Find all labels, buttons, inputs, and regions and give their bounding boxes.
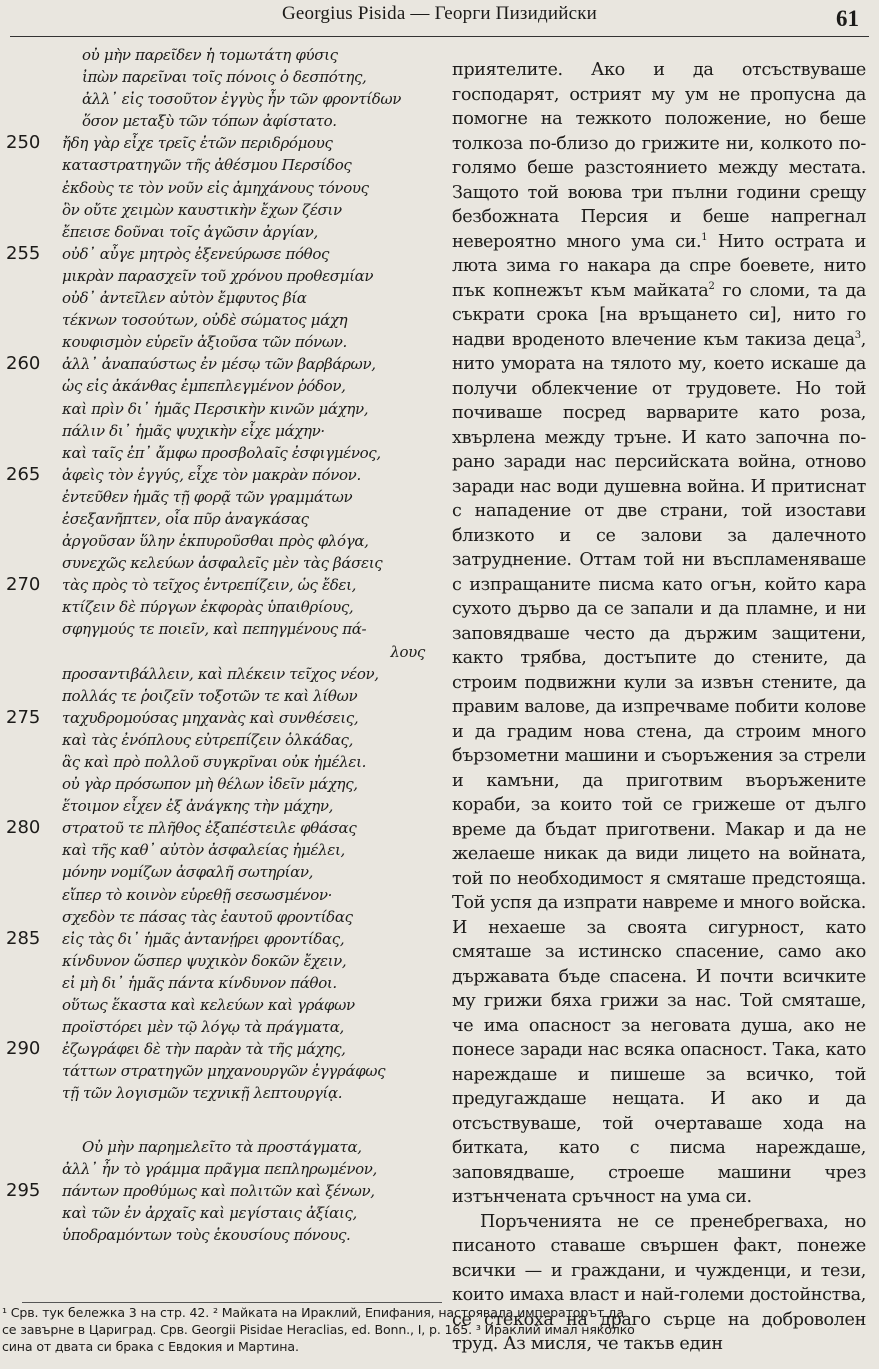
verse-text: ὑποδραμόντων τοὺς ἑκουσίους πόνους.	[62, 1225, 351, 1244]
verse-line	[0, 817, 445, 839]
footnote-marker[interactable]: 1	[701, 231, 708, 243]
verse-text: καὶ τῶν ἐν ἀρχαῖς καὶ μεγίσταις ἀξίαις,	[62, 1203, 357, 1222]
verse-text: κίνδυνον ὥσπερ ψυχικὸν δοκῶν ἔχειν,	[62, 951, 347, 970]
footnote-line: се завърне в Цариград. Срв. Georgii Pisidae Heraclias, ed. Bonn., I, p. 165. ³ Ираклий имал няколко	[2, 1321, 635, 1337]
verse-line	[0, 641, 445, 663]
verse-line	[0, 375, 445, 397]
verse-text: ἀργοῦσαν ὕλην ἐκπυροῦσθαι πρὸς φλόγα,	[62, 532, 369, 551]
verse-text: οὐ γὰρ πρόσωπον μὴ θέλων ἰδεῖν μάχης,	[62, 775, 358, 794]
verse-line	[0, 442, 445, 464]
verse-line	[0, 353, 445, 375]
verse-line	[0, 265, 445, 287]
verse-text: εἰς τὰς δι᾽ ἡμᾶς ἀντανῄρει φροντίδας,	[62, 929, 345, 948]
verse-line	[0, 221, 445, 243]
verse-line	[0, 574, 445, 596]
verse-text: καταστρατηγῶν τῆς ἀθέσμου Περσίδος	[62, 156, 352, 175]
line-number: 285	[6, 927, 41, 949]
line-number: 260	[6, 353, 41, 375]
verse-text: σφηγμούς τε ποιεῖν, καὶ πεπηγμένους πά-	[62, 620, 367, 639]
verse-text: καὶ τῆς καθ᾽ αὐτὸν ἀσφαλείας ἠμέλει,	[62, 841, 345, 860]
verse-line	[0, 1180, 445, 1202]
verse-line	[0, 1038, 445, 1060]
verse-line	[0, 795, 445, 817]
verse-line	[0, 839, 445, 861]
verse-line	[0, 1224, 445, 1246]
verse-line	[0, 1060, 445, 1082]
verse-text: ὃν οὔτε χειμὼν καυστικὴν ἔχων ζέσιν	[62, 200, 342, 219]
verse-text: κουφισμὸν εὑρεῖν ἀξιοῦσα τῶν πόνων.	[62, 333, 347, 352]
translation-paragraph: Поръченията не се пренебрегваха, но писаното ставаше свършен факт, понеже всички — и граждани, и чужденци, и тези, които имаха власт и най-големи достойнства, се стекоха на драго сърце на доброволен труд. Аз мисля, че такъв един	[452, 1211, 866, 1354]
verse-line	[0, 906, 445, 928]
verse-line	[0, 773, 445, 795]
footnote-line: ¹ Срв. тук бележка 3 на стр. 42. ² Майката на Ираклий, Епифания, настоявала императорът да	[2, 1305, 625, 1320]
verse-text: ὅσον μεταξὺ τῶν τόπων ἀφίστατο.	[82, 112, 337, 131]
verse-line	[0, 287, 445, 309]
verse-text: τῇ τῶν λογισμῶν τεχνικῇ λεπτουργίᾳ.	[62, 1084, 343, 1103]
verse-line	[0, 928, 445, 950]
verse-line	[0, 44, 445, 66]
verse-text: εἰ μὴ δι᾽ ἡμᾶς πάντα κίνδυνον πάθοι.	[62, 973, 337, 992]
verse-text: πολλάς τε ῥοιζεῖν τοξοτῶν τε καὶ λίθων	[62, 686, 358, 705]
verse-text: ἔπεισε δοῦναι τοῖς ἀγῶσιν ἀργίαν,	[62, 222, 318, 241]
verse-line	[0, 309, 445, 331]
verse-line	[0, 596, 445, 618]
verse-line	[0, 1202, 445, 1224]
verse-text: πάντων προθύμως καὶ πολιτῶν καὶ ξένων,	[62, 1181, 375, 1200]
footnotes	[2, 1305, 876, 1355]
translation-text: Нито острата и люта зима го накара да спре боевете, нито пък копнежът към майката	[452, 231, 866, 301]
footnote-rule	[22, 1302, 442, 1303]
verse-text: τάττων στρατηγῶν μηχανουργῶν ἐγγράφως	[62, 1062, 386, 1081]
line-number: 295	[6, 1179, 41, 1201]
verse-text: ταχυδρομούσας μηχανὰς καὶ συνθέσεις,	[62, 708, 359, 727]
verse-text: λους	[390, 642, 425, 661]
bulgarian-translation-column	[452, 58, 866, 1357]
page-number: 61	[836, 6, 859, 31]
verse-line	[0, 464, 445, 486]
verse-text: ἀφεὶς τὸν ἐγγύς, εἶχε τὸν μακρὰν πόνον.	[62, 465, 361, 484]
verse-text: εἴπερ τὸ κοινὸν εὑρεθῇ σεσωσμένον·	[62, 885, 333, 904]
verse-line	[0, 972, 445, 994]
verse-line	[0, 420, 445, 442]
verse-line	[0, 398, 445, 420]
verse-line	[0, 707, 445, 729]
verse-text: ὡς εἰς ἀκάνθας ἐμπεπλεγμένον ῥόδον,	[62, 377, 346, 396]
verse-text: σχεδὸν τε πάσας τὰς ἑαυτοῦ φροντίδας	[62, 907, 353, 926]
verse-line	[0, 88, 445, 110]
verse-line	[0, 552, 445, 574]
greek-verse-column	[0, 44, 445, 1246]
verse-text: ἀλλ᾽ ἀναπαύστως ἐν μέσῳ τῶν βαρβάρων,	[62, 355, 376, 374]
verse-line	[0, 331, 445, 353]
footnote-marker[interactable]: 2	[708, 280, 715, 292]
running-title: Georgius Pisida — Георги Пизидийски	[281, 3, 598, 24]
line-number: 255	[6, 242, 41, 264]
verse-text: ἀλλ᾽ εἰς τοσοῦτον ἐγγὺς ἦν τῶν φροντίδων	[82, 90, 402, 109]
verse-text: ἐκδοὺς τε τὸν νοῦν εἰς ἀμηχάνους τόνους	[62, 178, 369, 197]
verse-line	[0, 508, 445, 530]
verse-text: ἃς καὶ πρὸ πολλοῦ συγκρῖναι οὐκ ἠμέλει.	[62, 753, 367, 771]
verse-line	[0, 1105, 445, 1136]
verse-line	[0, 1158, 445, 1180]
verse-text: Οὐ μὴν παρημελεῖτο τὰ προστάγματα,	[82, 1137, 362, 1156]
verse-text: συνεχῶς κελεύων ἀσφαλεῖς μὲν τὰς βάσεις	[62, 554, 383, 573]
verse-line	[0, 1136, 445, 1158]
verse-line	[0, 177, 445, 199]
verse-text: ἀλλ᾽ ἦν τὸ γράμμα πρᾶγμα πεπληρωμένον,	[62, 1159, 377, 1178]
verse-line	[0, 663, 445, 685]
verse-text: ἰπὼν παρεῖναι τοῖς πόνοις ὁ δεσπότης,	[82, 68, 367, 87]
verse-text: κτίζειν δὲ πύργων ἐκφορὰς ὑπαιθρίους,	[62, 598, 354, 617]
verse-text: προϊστόρει μὲν τῷ λόγῳ τὰ πράγματα,	[62, 1018, 344, 1037]
verse-line	[0, 729, 445, 751]
verse-text: στρατοῦ τε πλῆθος ἐξαπέστειλε φθάσας	[62, 819, 357, 838]
verse-line	[0, 110, 445, 132]
translation-text: , нито умората на тялото му, което искаше да получи облекчение от трудовете. Но той почиваше посред варварите като роза, хвърлена между тръне. И като започна по-рано заради нас персийската война, отново заради нас води душевна война. И притиснат с нападение от две страни, той изостави близкото и се залови за далечното затруднение. Оттам той ни въспламеняваше с изпращаните писма като огън, който кара сухото дърво да се запали и да пламне, и ни заповядваше често да държим защитени, както трябва, достъпите до стените, да строим подвижни кули за извън стените, да правим валове, да изпречваме побити колове и да градим нова стена, да строим много бързометни машини и съоръжения за стрели и камъни, да приготвим въоръжените кораби, за които той се грижеше от дълго време да бъдат приготвени. Макар и да не желаеше никак да види лицето на войната, той по необходимост я смяташе предстояща. Той успя да изпрати навреме и много войска. И нехаеше за своята сигурност, като смяташе за истинско спасение, само ако държавата бъде спасена. И почти всичките му грижи бяха грижи за нас. Той смяташе, че има опасност за неговата душа, ако не понесе заради нас всяка опасност. Така, като нареждаше и пишеше за всичко, той предугаждаше нещата. И ако и да отсъствуваше, той очертаваше хода на битката, като с писма нареждаше, заповядваше, строеше машини чрез изтънчената сръчност на ума си.	[452, 329, 866, 1207]
verse-line	[0, 154, 445, 176]
verse-line	[0, 530, 445, 552]
verse-text: ἕτοιμον εἶχεν ἐξ ἀνάγκης τὴν μάχην,	[62, 797, 334, 816]
footnote-marker[interactable]: 3	[854, 329, 861, 341]
verse-text: ἐντεῦθεν ἡμᾶς τῇ φορᾷ τῶν γραμμάτων	[62, 487, 353, 506]
verse-text: τέκνων τοσούτων, οὐδὲ σώματος μάχη	[62, 311, 348, 330]
verse-text: μόνην νομίζων ἀσφαλῆ σωτηρίαν,	[62, 863, 314, 882]
verse-line	[0, 66, 445, 88]
verse-line	[0, 685, 445, 707]
verse-text: οὐδ᾽ αὖγε μητρὸς ἐξενεύρωσε πόθος	[62, 244, 330, 263]
verse-line	[0, 751, 445, 773]
verse-line	[0, 1082, 445, 1104]
header-rule	[10, 36, 869, 37]
verse-line	[0, 1016, 445, 1038]
verse-line	[0, 199, 445, 221]
verse-line	[0, 950, 445, 972]
verse-text: οὐδ᾽ ἀντεῖλεν αὐτὸν ἔμφυτος βία	[62, 289, 307, 308]
line-number: 290	[6, 1038, 41, 1060]
line-number: 265	[6, 463, 41, 485]
verse-text: καὶ τὰς ἐνόπλους εὐτρεπίζειν ὁλκάδας,	[62, 730, 353, 749]
verse-text: μικρὰν παρασχεῖν τοῦ χρόνου προθεσμίαν	[62, 266, 374, 285]
page-header	[0, 0, 879, 46]
verse-line	[0, 132, 445, 154]
footnote-line: сина от двата си брака с Евдокия и Мартина.	[2, 1338, 299, 1354]
verse-text: πάλιν δι᾽ ἡμᾶς ψυχικὴν εἶχε μάχην·	[62, 421, 325, 440]
line-number: 275	[6, 706, 41, 728]
verse-text: προσαντιβάλλειν, καὶ πλέκειν τεῖχος νέον,	[62, 664, 379, 683]
line-number: 280	[6, 817, 41, 839]
verse-text: ἐσεξανῆπτεν, οἷα πῦρ ἀναγκάσας	[62, 509, 309, 528]
verse-text: καὶ ταῖς ἐπ᾽ ἄμφω προσβολαῖς ἐσφιγμένος,	[62, 443, 381, 462]
verse-text: οὐ μὴν παρεῖδεν ἡ τομωτάτη φύσις	[82, 46, 338, 64]
translation-text: го сломи, та да съкрати срока [на връщането си], нито го надви вроденото влечение към такиза деца	[452, 280, 866, 350]
verse-line	[0, 884, 445, 906]
translation-paragraph	[452, 58, 866, 1210]
verse-line	[0, 243, 445, 265]
verse-line	[0, 861, 445, 883]
line-number: 250	[6, 132, 41, 154]
verse-line	[0, 486, 445, 508]
verse-text: καὶ πρὶν δι᾽ ἡμᾶς Περσικὴν κινῶν μάχην,	[62, 399, 369, 418]
line-number: 270	[6, 574, 41, 596]
verse-text: τὰς πρὸς τὸ τεῖχος ἐντρεπίζειν, ὡς ἔδει,	[62, 576, 357, 595]
verse-text: οὕτως ἕκαστα καὶ κελεύων καὶ γράφων	[62, 996, 355, 1015]
verse-line	[0, 994, 445, 1016]
verse-text: ἐζωγράφει δὲ τὴν παρὰν τὰ τῆς μάχης,	[62, 1040, 346, 1059]
verse-line	[0, 618, 445, 640]
translation-text: приятелите. Ако и да отсъствуваше господарят, острият му ум не пропусна да помогне на тежкото положение, но беше толкоза по-близо до грижите ни, колкото по-голямо беше разстоянието между местата. Защото той воюва три пълни години срещу безбожната Персия и беше напрегнал невероятно много ума си.	[452, 60, 866, 252]
verse-text: ἤδη γὰρ εἶχε τρεῖς ἐτῶν περιδρόμους	[62, 134, 333, 153]
